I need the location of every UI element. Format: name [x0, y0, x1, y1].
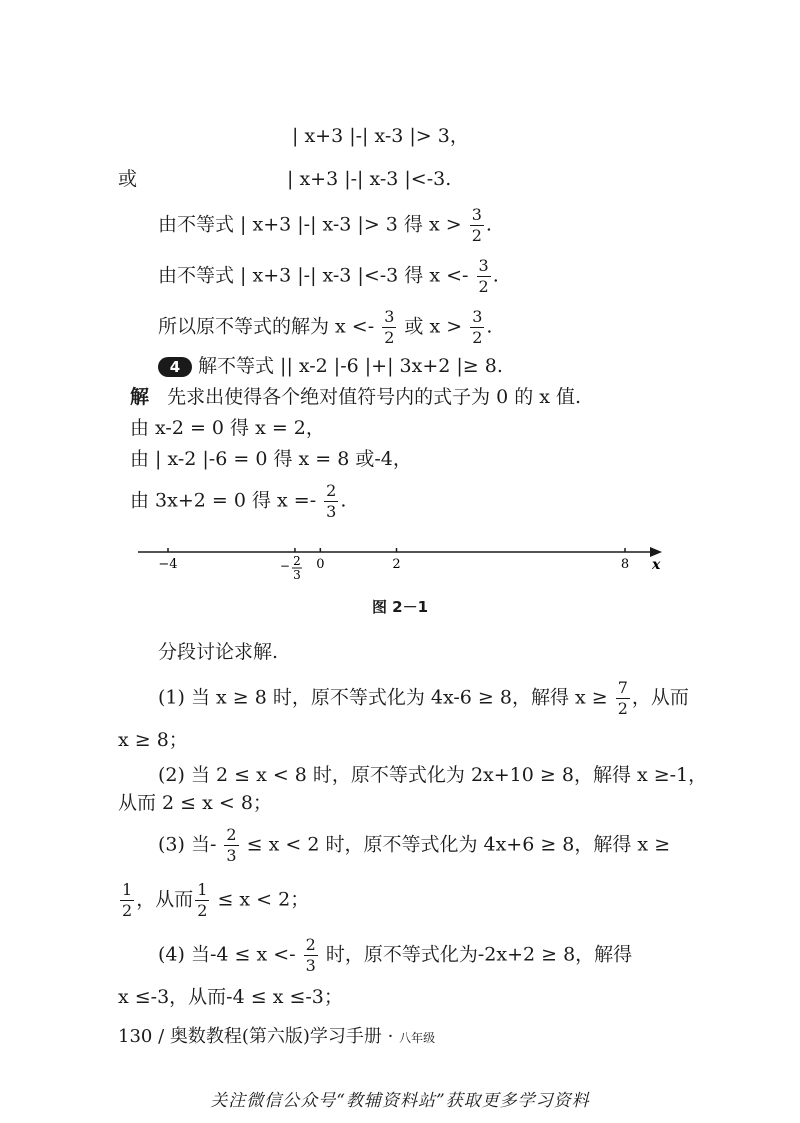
text: 由不等式 | x+3 |-| x-3 |> 3 得 x > [158, 213, 462, 236]
solution-line [130, 385, 581, 409]
text: 所以原不等式的解为 x <- [158, 315, 375, 338]
math-line-5 [158, 309, 492, 346]
text: (1) 当 x ≥ 8 时，原不等式化为 4x-6 ≥ 8，解得 x ≥ [158, 686, 608, 709]
math-line-2: | x+3 |-| x-3 |<-3. [287, 168, 452, 190]
fraction [470, 309, 484, 346]
case-4-cont: x ≤-3，从而-4 ≤ x ≤-3； [118, 986, 343, 1008]
denominator: 3 [305, 956, 316, 975]
denominator: 2 [617, 699, 628, 718]
axis-label: x [652, 557, 661, 573]
text: 由 3x+2 = 0 得 x =- [130, 489, 317, 512]
numerator: 2 [226, 825, 237, 844]
solution-label: 解 [130, 386, 150, 408]
axis-arrow [650, 547, 662, 557]
numerator: 2 [326, 481, 337, 500]
tick-label-part: 2 [293, 554, 301, 568]
cases-intro: 分段讨论求解. [158, 641, 279, 663]
tick-group [158, 548, 629, 582]
fraction [324, 483, 338, 520]
text: . [485, 213, 492, 236]
bottom-note: 关注微信公众号“教辅资料站”获取更多学习资料 [210, 1091, 590, 1111]
case-3-cont [118, 882, 309, 919]
tick-label: 8 [620, 557, 630, 572]
fraction [304, 937, 318, 974]
text: 由不等式 | x+3 |-| x-3 |<-3 得 x <- [158, 264, 469, 287]
page-number: 130 / [118, 1026, 165, 1047]
numerator: 1 [197, 880, 208, 899]
denominator: 3 [226, 846, 237, 865]
fraction [470, 207, 484, 244]
denominator: 2 [472, 328, 483, 347]
tick-label-part: 3 [293, 568, 301, 582]
number-line [130, 535, 670, 585]
text: (3) 当- [158, 833, 217, 856]
tick-label: 2 [392, 557, 401, 572]
text: ，从而 [136, 888, 194, 911]
denominator: 2 [478, 277, 489, 296]
text: (4) 当-4 ≤ x <- [158, 943, 296, 966]
case-1-cont: x ≥ 8； [118, 729, 188, 751]
numerator: 2 [305, 935, 316, 954]
text: . [340, 489, 347, 512]
text: . [486, 315, 493, 338]
text: ≤ x < 2 时，原不等式化为 4x+6 ≥ 8，解得 x ≥ [246, 833, 671, 856]
example-heading [158, 354, 503, 378]
numerator: 7 [617, 678, 628, 697]
text: 或 x > [404, 315, 463, 338]
case-3 [158, 827, 670, 864]
numerator: 1 [122, 880, 133, 899]
fraction [120, 882, 134, 919]
case-2-cont: 从而 2 ≤ x < 8； [118, 792, 272, 814]
denominator: 2 [197, 901, 208, 920]
tick-label-part: − [279, 559, 290, 573]
denominator: 2 [384, 328, 395, 347]
fraction [382, 309, 396, 346]
case-1 [158, 680, 689, 717]
solution-text: 先求出使得各个绝对值符号内的式子为 0 的 x 值. [167, 386, 582, 408]
example-number-badge: 4 [158, 357, 192, 377]
numerator: 3 [384, 307, 395, 326]
denominator: 2 [471, 226, 482, 245]
example-text: 解不等式 || x-2 |-6 |+| 3x+2 |≥ 8. [198, 355, 503, 377]
math-line-4 [158, 258, 499, 295]
numerator: 3 [471, 205, 482, 224]
case-4 [158, 937, 632, 974]
book-title: 奥数教程(第六版)学习手册 · [169, 1026, 394, 1047]
math-line-1: | x+3 |-| x-3 |> 3， [292, 125, 469, 147]
fraction [616, 680, 630, 717]
text: 时，原不等式化为-2x+2 ≥ 8，解得 [325, 943, 633, 966]
page-footer [118, 1022, 435, 1048]
denominator: 3 [326, 502, 337, 521]
math-line-7: 由 | x-2 |-6 = 0 得 x = 8 或-4， [130, 448, 412, 470]
fraction [224, 827, 238, 864]
tick-label [280, 554, 302, 582]
math-line-3 [158, 207, 492, 244]
text: ≤ x < 2； [217, 888, 310, 911]
grade-label: 八年级 [399, 1031, 436, 1045]
fraction [195, 882, 209, 919]
numerator: 3 [472, 307, 483, 326]
tick-label: −4 [158, 557, 178, 572]
text: . [492, 264, 499, 287]
or-label: 或 [118, 168, 138, 190]
case-2: (2) 当 2 ≤ x < 8 时，原不等式化为 2x+10 ≥ 8，解得 x ≥-1， [158, 764, 708, 786]
math-line-8 [130, 483, 346, 520]
fraction [477, 258, 491, 295]
math-line-6: 由 x-2 = 0 得 x = 2， [130, 417, 325, 439]
numerator: 3 [478, 256, 489, 275]
figure-caption: 图 2－1 [371, 598, 429, 616]
text: ，从而 [631, 686, 689, 709]
denominator: 2 [122, 901, 133, 920]
tick-label: 0 [316, 557, 325, 572]
